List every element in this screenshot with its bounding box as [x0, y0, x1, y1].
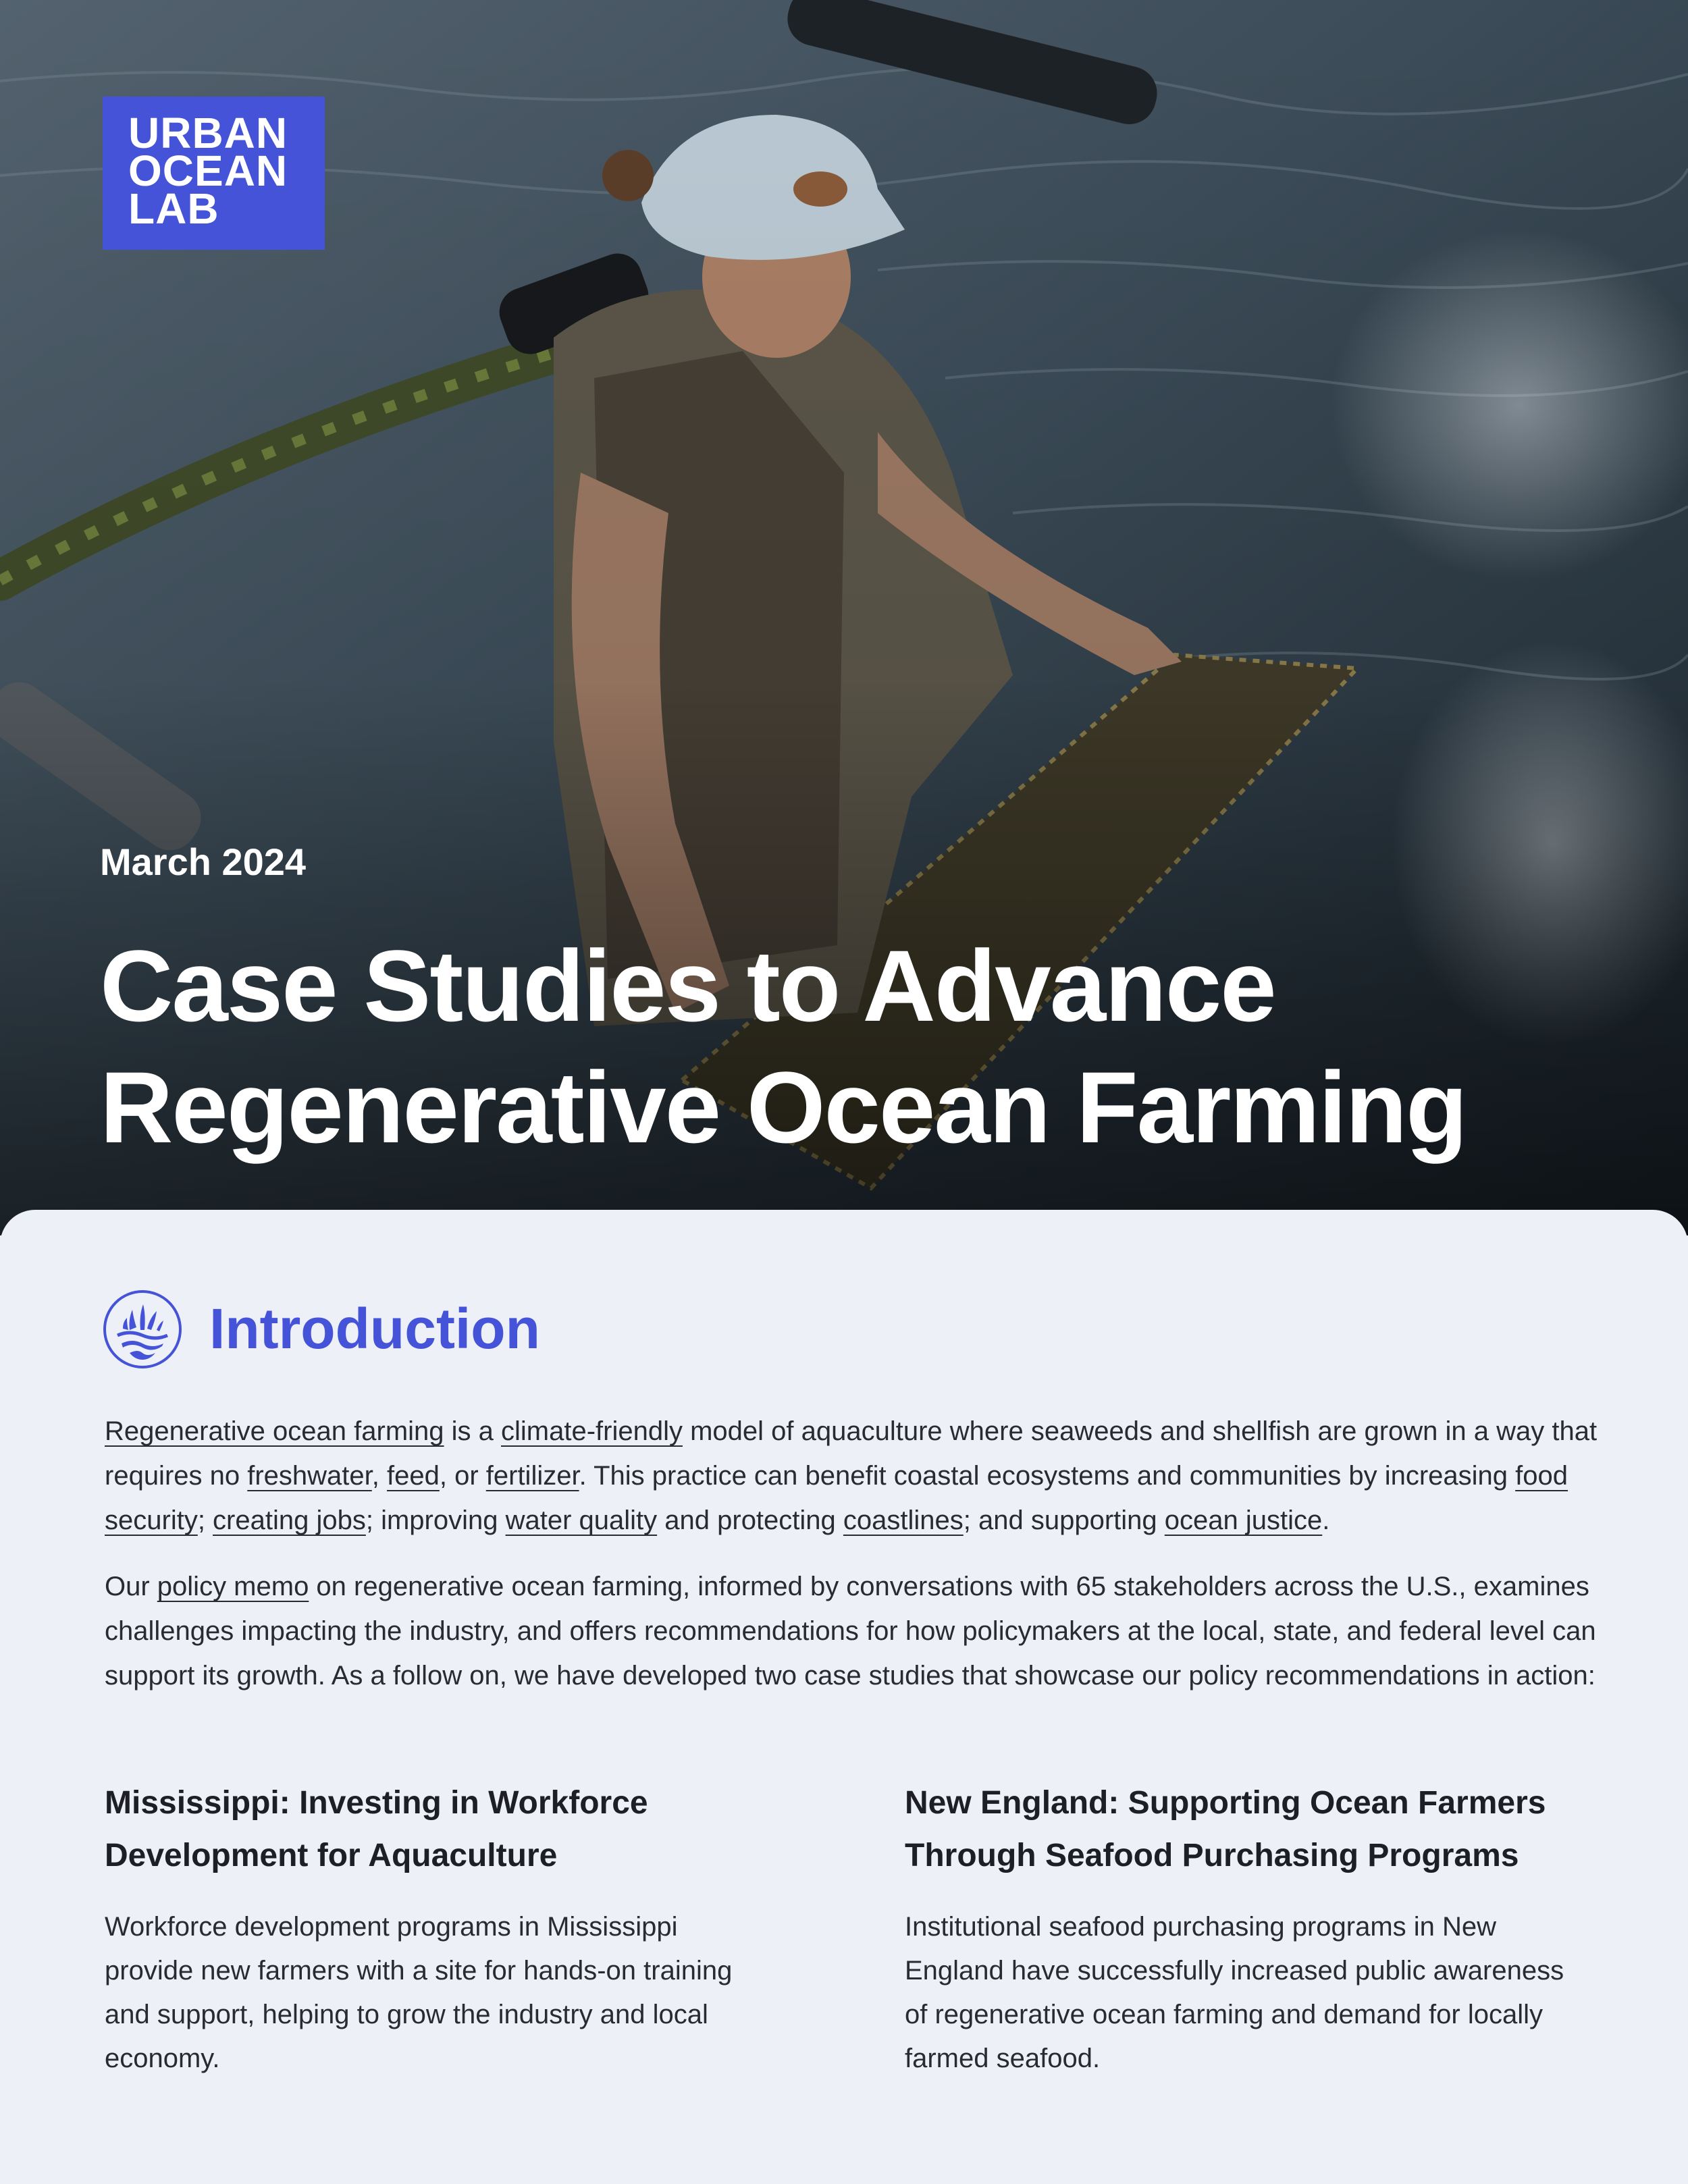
case-text-line: Institutional seafood purchasing programs in New	[905, 1912, 1497, 1942]
introduction-heading: Introduction	[209, 1297, 540, 1360]
case-text-line: Workforce development programs in Mississippi	[105, 1912, 678, 1942]
page-title-line-1: Case Studies to Advance	[100, 929, 1275, 1042]
link-regenerative-ocean-farming[interactable]: Regenerative ocean farming	[105, 1416, 444, 1446]
case-text-line: of regenerative ocean farming and demand for locally	[905, 2000, 1543, 2029]
case-study-new-england-title	[905, 1777, 1580, 1882]
text-span: ; improving	[365, 1506, 506, 1535]
text-span: is a	[444, 1416, 502, 1446]
publication-date: March 2024	[100, 841, 307, 883]
case-text-line: England have successfully increased public awareness	[905, 1956, 1564, 1986]
link-creating-jobs[interactable]: creating jobs	[213, 1506, 366, 1535]
text-span: . This practice can benefit coastal ecosystems and communities by increasing	[579, 1461, 1516, 1491]
logo-line-2: OCEAN	[128, 147, 288, 195]
case-title-line: Through Seafood Purchasing Programs	[905, 1838, 1519, 1873]
text-span: ,	[371, 1461, 387, 1491]
text-span: and protecting	[657, 1506, 843, 1535]
case-study-new-england-description	[905, 1905, 1580, 2081]
logo-line-1: URBAN	[128, 109, 288, 157]
case-text-line: economy.	[105, 2044, 220, 2073]
page-title	[100, 925, 1653, 1168]
link-feed[interactable]: feed	[387, 1461, 440, 1491]
urban-ocean-lab-logo[interactable]	[103, 97, 325, 250]
text-span: model of aquaculture where seaweeds and shellfish are grown in a way that requires no	[105, 1416, 1598, 1491]
text-span: ; and supporting	[963, 1506, 1165, 1535]
case-title-line: Mississippi: Investing in Workforce	[105, 1785, 648, 1821]
link-ocean-justice[interactable]: ocean justice	[1164, 1506, 1323, 1535]
link-freshwater[interactable]: freshwater	[247, 1461, 372, 1491]
case-title-line: New England: Supporting Ocean Farmers	[905, 1785, 1546, 1821]
intro-paragraph-2	[105, 1564, 1610, 1698]
case-study-mississippi-description	[105, 1905, 780, 2081]
case-text-line: farmed seafood.	[905, 2044, 1101, 2073]
text-span: Our	[105, 1572, 157, 1601]
text-span: .	[1322, 1506, 1330, 1535]
link-fertilizer[interactable]: fertilizer	[485, 1461, 579, 1491]
case-text-line: and support, helping to grow the industry and local	[105, 2000, 708, 2029]
kelp-and-waves-icon	[103, 1289, 182, 1369]
link-climate-friendly[interactable]: climate-friendly	[501, 1416, 683, 1446]
link-coastlines[interactable]: coastlines	[843, 1506, 964, 1535]
case-text-line: provide new farmers with a site for hands-on training	[105, 1956, 733, 1986]
link-water-quality[interactable]: water quality	[505, 1506, 658, 1535]
intro-paragraph-1	[105, 1409, 1610, 1543]
page-title-line-2: Regenerative Ocean Farming	[100, 1050, 1467, 1164]
text-span: ;	[197, 1506, 213, 1535]
text-span: , or	[439, 1461, 486, 1491]
case-study-mississippi-title	[105, 1777, 780, 1882]
text-span: on regenerative ocean farming, informed by conversations with 65 stakeholders across the U.S., examines challenges impacting the industry, and offers recommendations for how policymakers at the local, state, and federal level can support its growth. As a follow on, we have developed two case studies that showcase our policy recommendations in action:	[105, 1572, 1596, 1690]
case-title-line: Development for Aquaculture	[105, 1838, 558, 1873]
link-policy-memo[interactable]: policy memo	[157, 1572, 309, 1601]
link-food-security[interactable]: food security	[105, 1461, 1568, 1535]
logo-line-3: LAB	[128, 184, 219, 233]
